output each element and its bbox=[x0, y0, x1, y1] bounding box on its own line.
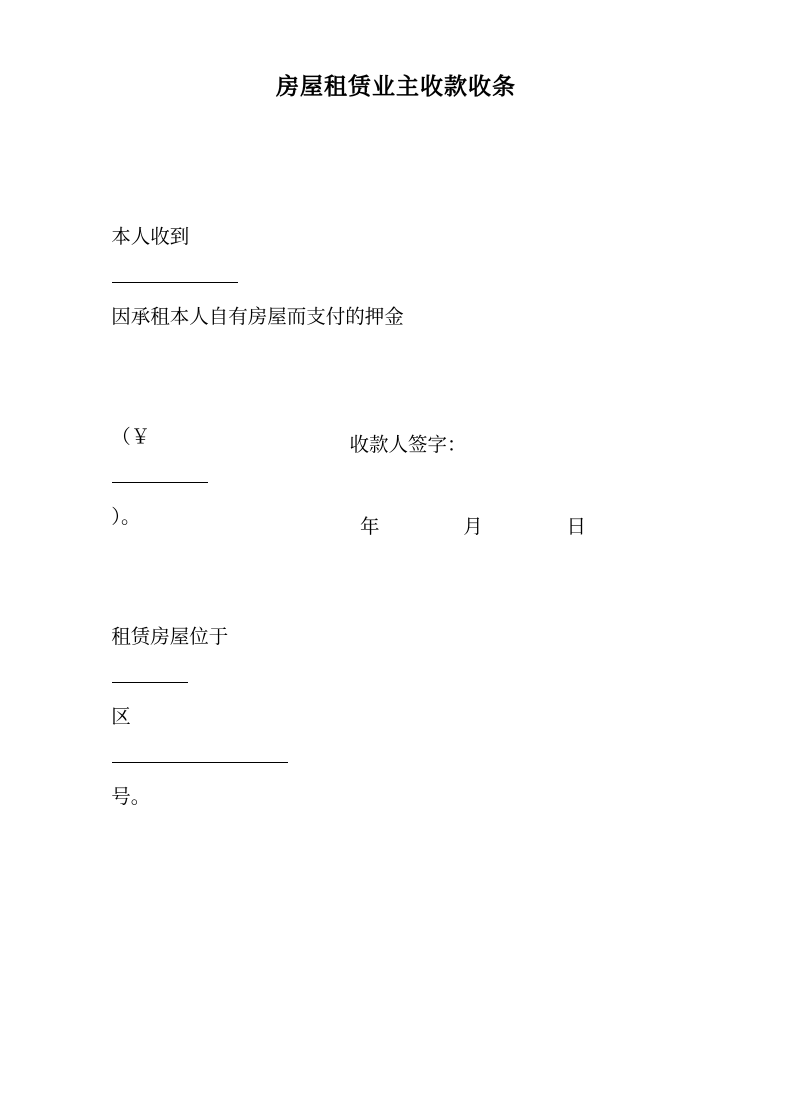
amount-blank[interactable] bbox=[112, 463, 208, 483]
date-month-label: 月 bbox=[463, 517, 483, 538]
district-unit-text: 区 bbox=[111, 707, 131, 728]
receipt-statement-text-2: 因承租本人自有房屋而支付的押金 bbox=[111, 307, 404, 328]
date-day-label: 日 bbox=[566, 517, 587, 538]
receipt-statement-paragraph bbox=[82, 178, 710, 378]
amount-prefix-text: （￥ bbox=[111, 427, 151, 448]
signature-row bbox=[0, 430, 792, 462]
signature-label: 收款人签字： bbox=[349, 435, 467, 456]
address-blank[interactable] bbox=[112, 743, 288, 763]
district-blank[interactable] bbox=[112, 663, 188, 683]
address-paragraph bbox=[82, 578, 710, 858]
payer-name-blank[interactable] bbox=[112, 263, 238, 283]
date-year-label: 年 bbox=[359, 517, 380, 538]
address-suffix-text: 号。 bbox=[111, 787, 151, 808]
date-row bbox=[0, 512, 792, 544]
address-prefix-text: 租赁房屋位于 bbox=[111, 627, 229, 648]
receipt-statement-text-1: 本人收到 bbox=[111, 227, 190, 248]
amount-suffix-text: ）。 bbox=[111, 507, 141, 528]
amount-paragraph bbox=[82, 378, 710, 578]
page-title: 房屋租赁业主收款收条 bbox=[276, 74, 516, 100]
date-group bbox=[360, 512, 586, 544]
